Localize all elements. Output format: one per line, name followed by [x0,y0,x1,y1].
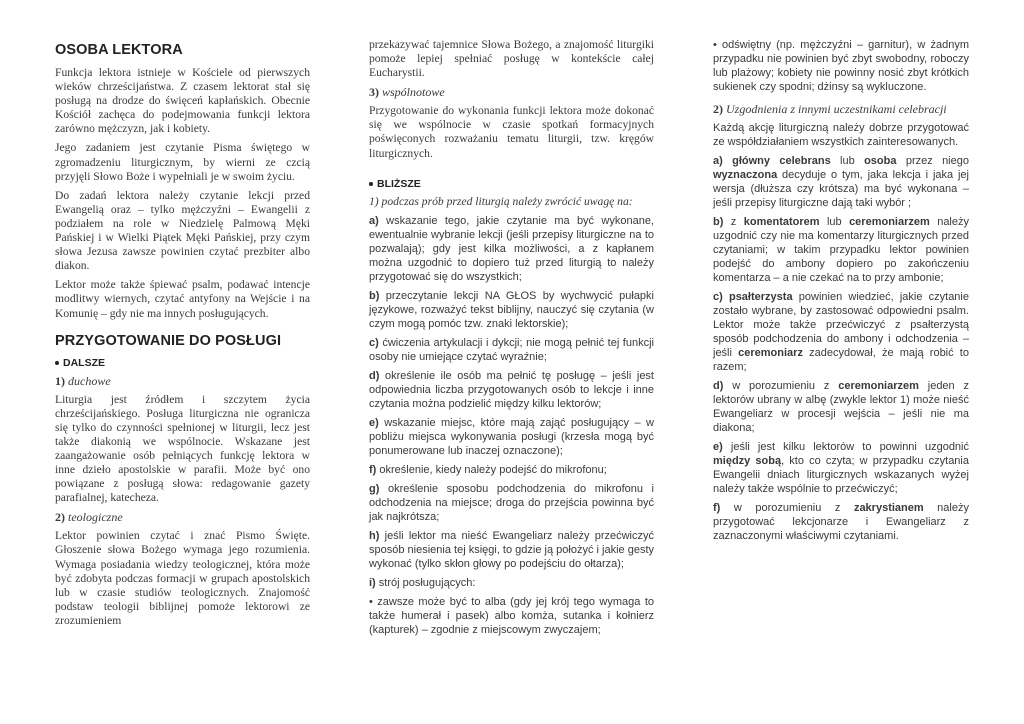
list-item: g) określenie sposobu podchodzenia do mikrofonu i odchodzenia na miejsce; droga do przejścia powinna być jak najkrótsza; [369,482,654,523]
list-item: h) jeśli lektor ma nieść Ewangeliarz należy przećwiczyć sposób niesienia tej księgi, to gdzie ją położyć i jakie gesty wykonać (tylko skłon głowy po podejściu do ołtarza); [369,529,654,570]
list-item: b) z komentatorem lub ceremoniarzem należy uzgodnić czy nie ma komentarzy liturgicznych przed czytaniami; w takim przypadku lektor powinien podejść do ambony dopiero po zakończeniu komentarza – a nie czekać na to przy ambonie; [713,216,969,284]
subsection-heading [369,178,654,190]
list-item: i) strój posługujących: [369,576,476,589]
item-number: 2) [55,510,65,525]
paragraph: przekazywać tajemnice Słowa Bożego, a znajomość liturgiki pomoże lepiej spełniać posługę w kontekście całej Eucharystii. [369,38,654,80]
bullet-item: • odświętny (np. mężczyźni – garnitur), w żadnym przypadku nie powinien być zbyt swobodny, roboczy lub plażowy; kobiety nie powinny nosić zbyt krótkich sukienek czy spodni; dżinsy są wykluczone. [713,39,969,93]
paragraph: Każdą akcję liturgiczną należy dobrze przygotować ze współdziałaniem wszystkich zainteresowanych. [713,122,969,148]
bullet-icon [369,182,373,186]
list-item: a) wskazanie tego, jakie czytanie ma być wykonane, ewentualnie wybranie lekcji (jeśli przepisy liturgiczne na to pozwalają); gdy jest kilka możliwości, a z kapłanem można uzgodnić to dopiero tuż przed liturgią to należy przygotować się do wszystkich; [369,214,654,283]
subsection-heading [55,357,310,369]
item-label: teologiczne [68,510,123,525]
item-label: duchowe [68,373,111,388]
paragraph: Lektor powinien czytać i znać Pismo Święte. Głoszenie słowa Bożego wymaga jego rozumienia. Wymaga posiadania wiedzy teologicznej, która może być zdobyta podczas formacji w grupach apostolskich lub w czasie studiów teologicznych. Znajomość podstaw teologii biblijnej pomoże lektorowi ze zrozumieniem [55,529,310,627]
subsection-label: BLIŻSZE [377,177,421,190]
bullet-item: • zawsze może być to alba (gdy jej krój tego wymaga to także humerał i pasek) albo komża, sutanka i kołnierz (kapturek) – zgodnie z miejscowym zwyczajem; [369,595,654,636]
subsection-label: DALSZE [63,356,105,369]
column-3 [713,38,969,548]
paragraph: Lektor może także śpiewać psalm, podawać intencje modlitwy wiernych, czytać antyfony na Wejście i na Komunię – gdy nie ma innych posługujących. [55,278,310,320]
list-item: d) w porozumieniu z ceremoniarzem jeden z lektorów ubrany w albę (zwykle lektor 1) może nieść Ewangeliarz w procesji wejścia – jeśli nie ma diakona; [713,380,969,434]
item-number: 3) [369,85,379,100]
list-item: f) w porozumieniu z zakrystianem należy przygotować lekcjonarze i Ewangeliarz z zaznaczonymi właściwymi czytaniami. [713,502,969,542]
list-item: c) ćwiczenia artykulacji i dykcji; nie mogą pełnić tej funkcji osoby nie umiejące czytać wyraźnie; [369,336,654,363]
paragraph: Do zadań lektora należy czytanie lekcji przed Ewangelią oraz – tylko mężczyźni – Ewangelii z podziałem na role w Niedzielę Palmową Męki Pańskiej i w Wielki Piątek Męki Pańskiej, przy czym słowa Jezusa zawsze powinien czytać prezbiter albo diakon. [55,188,310,273]
paragraph: Funkcja lektora istnieje w Kościele od pierwszych wieków chrześcijaństwa. Z czasem lektorat stał się posługą na drodze do święceń kapłańskich. Obecnie Kościół zachęca do podejmowania funkcji lektora zarówno mężczyzn, jak i kobiety. [55,66,310,136]
item-label: wspólnotowe [382,85,445,100]
list-item: a) główny celebrans lub osoba przez niego wyznaczona decyduje o tym, jaka lekcja i jaka jej wersja (dłuższa czy krótsza) ma być wykonana – jeśli przepisy liturgiczne dają taki wybór ; [713,155,969,209]
paragraph: Przygotowanie do wykonania funkcji lektora może dokonać się we wspólnocie w czasie spotkań formacyjnych poświęconych rozważaniu tematu liturgii, tzw. kręgów liturgicznych. [369,104,654,160]
list-item: c) psałterzysta powinien wiedzieć, jakie czytanie zostało wybrane, by zastosować odpowiedni psalm. Lektor może także przećwiczyć z psałterzystą sposób podchodzenia do ambony i odchodzenia – jeśli ceremoniarz zadecydował, że mają robić to razem; [713,291,969,373]
bullet-icon [55,361,59,365]
item-number: 1) [55,373,65,388]
list-intro: 1) podczas prób przed liturgią należy zwrócić uwagę na: [369,194,633,208]
item-heading [713,102,969,117]
list-item: d) określenie ile osób ma pełnić tę posługę – jeśli jest odpowiednia liczba przygotowanych osób to lekcje i inne czytania można podzielić między kilku lektorów; [369,369,654,410]
list-item: f) określenie, kiedy należy podejść do mikrofonu; [369,463,607,476]
section-title: OSOBA LEKTORA [55,42,183,58]
section-title: PRZYGOTOWANIE DO POSŁUGI [55,332,282,349]
list-item: e) jeśli jest kilku lektorów to powinni uzgodnić między sobą, kto co czyta; w przypadku czytania Ewangelii dniach liturgicznych wskazanych wyżej należy także wspólnie to przećwiczyć; [713,441,969,495]
item-heading [55,510,310,525]
item-number: 2) [713,102,723,116]
list-item: e) wskazanie miejsc, które mają zająć posługujący – w pobliżu miejsca wykonywania posługi (krzesła mogą być ponumerowane lub inaczej oznaczone); [369,416,654,457]
column-1 [55,38,310,633]
paragraph: Liturgia jest źródłem i szczytem życia chrześcijańskiego. Posługa liturgiczna nie ogranicza się tylko do czynności spełnionej w liturgii, lecz jest także diakonią we wspólnocie. Wskazane jest zaangażowanie osób pełniących funkcję lektora w inne dzieło apostolskie w parafii. Może być ono powiązane z posługą słowa: redagowanie gazety parafialnej, katecheza. [55,392,310,505]
item-heading [55,374,310,389]
paragraph: Jego zadaniem jest czytanie Pisma świętego w zgromadzeniu liturgicznym, by wierni ze czcią przyjęli Słowo Boże i wypełniali je w swoim życiu. [55,141,310,183]
item-label: Uzgodnienia z innymi uczestnikami celebracji [726,102,947,116]
column-2 [369,38,654,642]
item-heading [369,85,654,100]
list-item: b) przeczytanie lekcji NA GŁOS by wychwycić pułapki językowe, rozważyć tekst biblijny, nauczyć się czytania (w czym mogą pomóc tzw. znaki lektorskie); [369,289,654,330]
